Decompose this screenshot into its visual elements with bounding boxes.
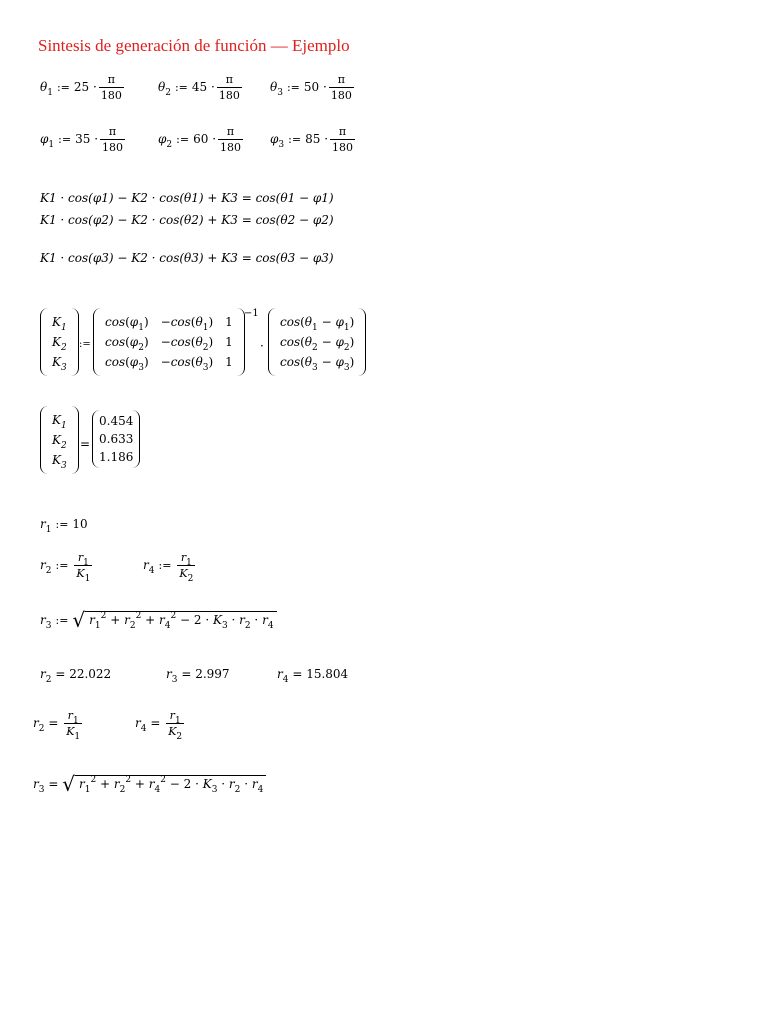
k2-value: 0.633	[99, 432, 134, 446]
phi-1-def: $\varphi_1$ := 35 · $\frac{\pi}{180}$	[40, 125, 124, 154]
phi-2-def: $\varphi_2$ := 60 · $\frac{\pi}{180}$	[158, 125, 242, 154]
theta-3-def: $\theta_3$ := 50 · $\frac{\pi}{180}$	[270, 73, 352, 102]
r2-result: $r_2 = 22.022$	[40, 667, 112, 685]
page-title: Sintesis de generación de función — Ejemplo	[38, 36, 350, 55]
r1-def: $r_1$ := 10	[40, 517, 88, 535]
r2-def: $r_2$ := $\frac{r_1}{K_1}$	[40, 551, 91, 584]
r4-symbolic: $r_4$ = $\frac{r_1}{K_2}$	[135, 709, 183, 742]
r3-symbolic: $r_3$ = √ $r_1^2 + r_2^2 + r_4^2 - 2 \cdot K_3 \cdot r_2 \cdot r_4$	[33, 774, 266, 794]
inverse-exponent: −1	[244, 308, 259, 319]
k-values	[92, 410, 140, 468]
equation-3: K1 · cos(φ3) − K2 · cos(θ3) + K3 = cos(θ3 − φ3)	[40, 251, 334, 265]
phi-3-def: $\varphi_3$ := 85 · $\frac{\pi}{180}$	[270, 125, 354, 154]
coefficient-matrix: $\cos(\varphi_1)$ $-\cos(\theta_1)$ 1 $\cos(\varphi_2)$ $-\cos(\theta_2)$ 1 $\cos(\varphi_3)$ $-\cos(\theta_3)$ 1	[93, 308, 245, 376]
k1-value: 0.454	[99, 414, 134, 428]
k-vector-left: $K_1$ $K_2$ $K_3$	[40, 308, 79, 376]
k-equals: =	[80, 437, 91, 451]
theta-1-def: $\theta_1$ := 25 · $\frac{\pi}{180}$	[40, 73, 122, 102]
theta-definitions	[40, 74, 126, 101]
r4-def: $r_4$ := $\frac{r_1}{K_2}$	[143, 551, 194, 584]
r3-def: $r_3$ := √ $r_1^2 + r_2^2 + r_4^2 - 2 \cdot K_3 \cdot r_2 \cdot r_4$	[40, 610, 277, 630]
equation-2: K1 · cos(φ2) − K2 · cos(θ2) + K3 = cos(θ2 − φ2)	[40, 213, 334, 227]
matrix-assign: :=	[79, 339, 91, 350]
r3-result: $r_3 = 2.997$	[166, 667, 230, 685]
rhs-vector: $\cos(\theta_1 - \varphi_1)$ $\cos(\theta_2 - \varphi_2)$ $\cos(\theta_3 - \varphi_3)$	[268, 308, 366, 376]
k-vector-result-left: $K_1$ $K_2$ $K_3$	[40, 406, 79, 474]
matrix-dot: ·	[260, 339, 264, 353]
r2-symbolic: $r_2$ = $\frac{r_1}{K_1}$	[33, 709, 81, 742]
theta-2-def: $\theta_2$ := 45 · $\frac{\pi}{180}$	[158, 73, 240, 102]
r4-result: $r_4 = 15.804$	[277, 667, 349, 685]
k3-value: 1.186	[99, 450, 134, 464]
equation-1: K1 · cos(φ1) − K2 · cos(θ1) + K3 = cos(θ1 − φ1)	[40, 191, 334, 205]
